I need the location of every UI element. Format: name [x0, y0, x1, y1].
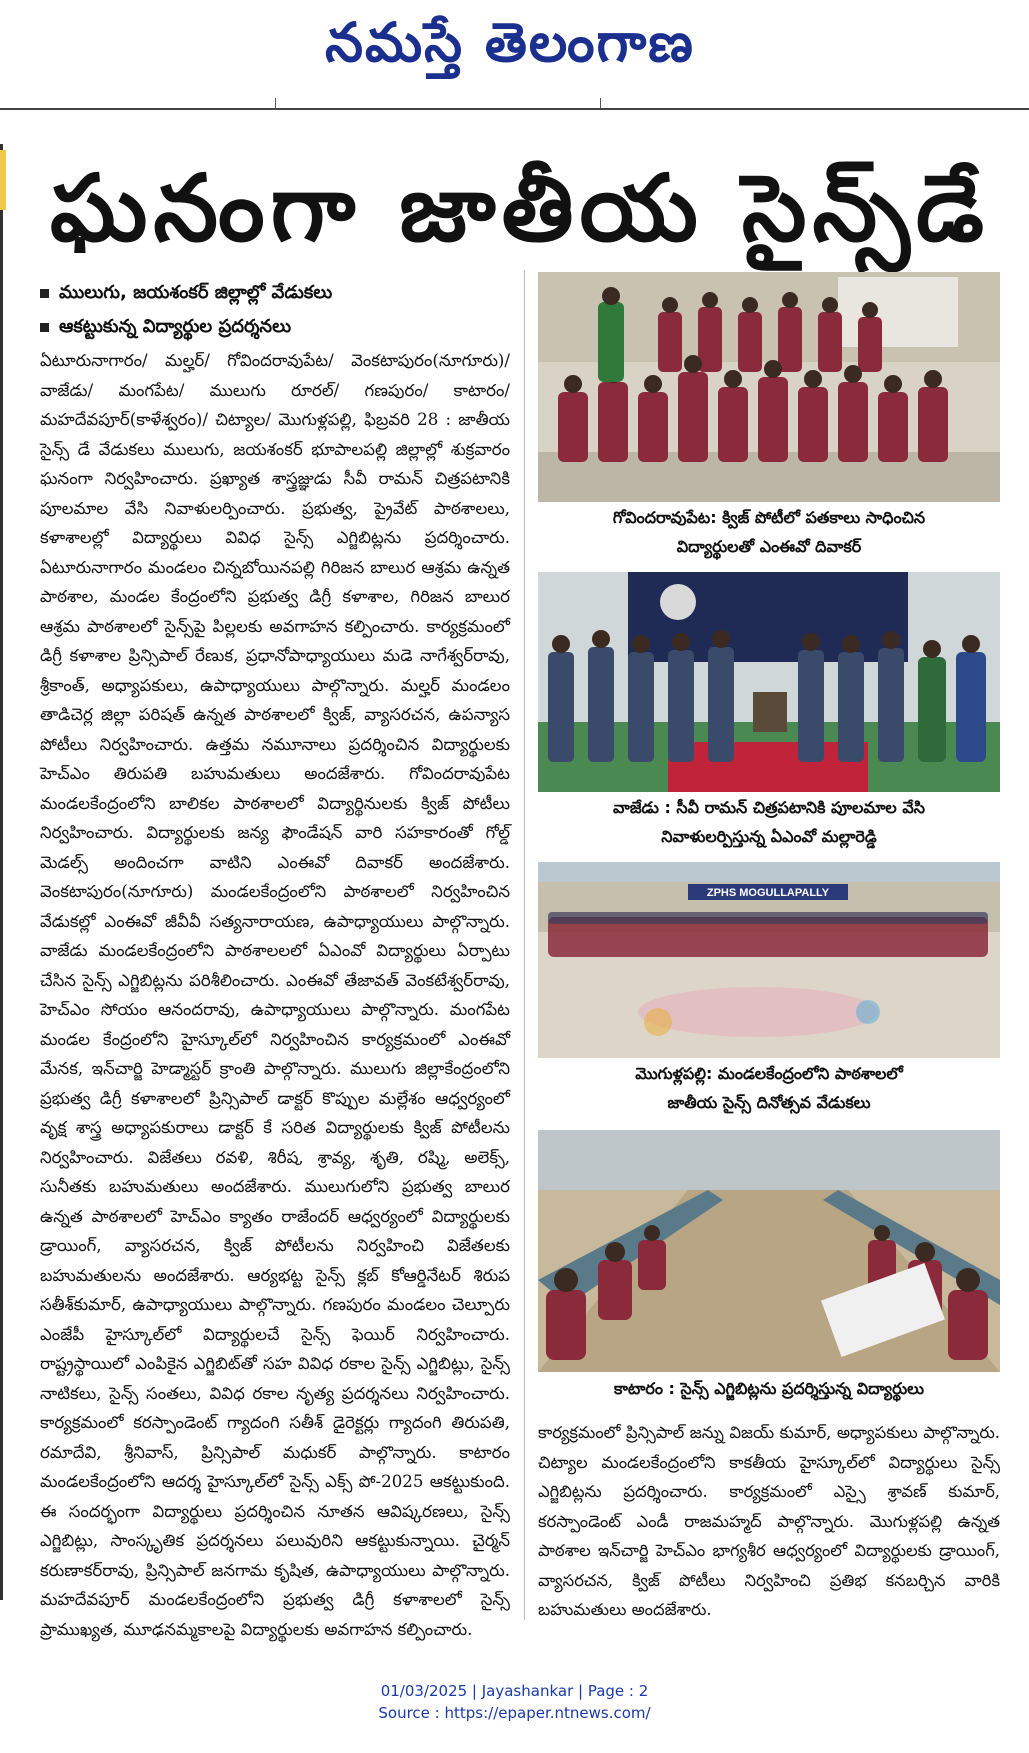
- caption-line: గోవిందరావుపేట: క్విజ్ పోటీలో పతకాలు సాధించిన: [612, 508, 926, 527]
- left-border: [0, 144, 3, 1600]
- footer-date-edition: 01/03/2025 | Jayashankar | Page : 2: [380, 1682, 649, 1700]
- photo-school-ground: [538, 862, 1000, 1058]
- headline: ఘనంగా జాతీయ సైన్స్‌డే: [50, 155, 990, 262]
- bullet-square-icon: [40, 289, 49, 298]
- bullet-item: [40, 310, 520, 344]
- photo-caption: [538, 1059, 1000, 1117]
- photo-students-medals: [538, 272, 1000, 502]
- caption-line: వాజేడు : సీవీ రామన్ చిత్రపటానికి పూలమాల వేసి: [613, 798, 925, 817]
- bullet-square-icon: [40, 323, 49, 332]
- photo-caption: [538, 1374, 1000, 1403]
- column-separator: [524, 270, 525, 1620]
- photo-caption: [538, 793, 1000, 851]
- bullet-list: [40, 276, 520, 344]
- header-rule: [0, 108, 1029, 110]
- photo-cv-raman-tribute: [538, 572, 1000, 792]
- bullet-text: ఆకట్టుకున్న విద్యార్థుల ప్రదర్శనలు: [59, 316, 292, 337]
- header-tick: [275, 98, 276, 108]
- header-tick: [600, 98, 601, 108]
- article-continuation: కార్యక్రమంలో ప్రిన్సిపాల్ జన్ను విజయ్ కుమార్, అధ్యాపకులు పాల్గొన్నారు. చిట్యాల మండలకేంద్రంలోని కాకతీయ హైస్కూల్‌లో విద్యార్థులు సైన్స్ ఎగ్జిబిట్లను ప్రదర్శించారు. కార్యక్రమంలో ఎస్సై శ్రావణ్ కుమార్, కరస్పాండెంట్ ఎండీ రాజమహ్మద్ పాల్గొన్నారు. మొగుళ్లపల్లి ఉన్నత పాఠశాల ఇన్‌చార్జి హెచ్‌ఎం భాగ్యశీర ఆధ్వర్యంలో విద్యార్థులకు డ్రాయింగ్, వ్యాసరచన, క్విజ్ పోటీలు నిర్వహించి ప్రతిభ కనబర్చిన వారికి బహుమతులు అందజేశారు.: [538, 1423, 1000, 1619]
- caption-line: నివాళులర్పిస్తున్న ఏఎంవో మల్లారెడ్డి: [661, 827, 877, 846]
- photo-science-exhibits: [538, 1130, 1000, 1372]
- school-banner-text: ZPHS MOGULLAPALLY: [706, 887, 830, 899]
- left-accent: [0, 150, 6, 210]
- footer: [0, 1680, 1029, 1724]
- caption-line: విద్యార్థులతో ఎంఈవో దివాకర్: [676, 537, 862, 556]
- bullet-text: ములుగు, జయశంకర్ జిల్లాల్లో వేడుకలు: [59, 282, 333, 303]
- photo-caption: [538, 503, 1000, 561]
- article-body: ఏటూరునాగారం/ మల్హర్/ గోవిందరావుపేట/ వెంకటాపురం(నూగూరు)/ వాజేడు/ మంగపేట/ ములుగు రూరల్/ గణపురం/ కాటారం/ మహదేవపూర్(కాళేశ్వరం)/ చిట్యాల/ మొగుళ్లపల్లి, ఫిబ్రవరి 28 : జాతీయ సైన్స్ డే వేడుకలు ములుగు, జయశంకర్ భూపాలపల్లి జిల్లాల్లో శుక్రవారం ఘనంగా నిర్వహించారు. ప్రఖ్యాత శాస్త్రజ్ఞుడు సీవీ రామన్ చిత్రపటానికి పూలమాల వేసి నివాళులర్పించారు. ప్రభుత్వ, ప్రైవేట్ పాఠశాలలు, కళాశాలల్లో విద్యార్థులు వివిధ సైన్స్ ఎగ్జిబిట్లను ప్రదర్శించారు. ఏటూరునాగారం మండలం చిన్నబోయినపల్లి గిరిజన బాలుర ఆశ్రమ ఉన్నత పాఠశాల, మండల కేంద్రంలోని ప్రభుత్వ డిగ్రీ కళాశాల, గిరిజన బాలుర ఆశ్రమ పాఠశాలలో సైన్స్‌పై పిల్లలకు అవగాహన కల్పించారు. కార్యక్రమంలో డిగ్రీ కళాశాల ప్రిన్సిపాల్ రేణుక, ప్రధానోపాధ్యాయులు మడె నాగేశ్వర్‌రావు, శ్రీకాంత్, అధ్యాపకులు, ఉపాధ్యాయులు పాల్గొన్నారు. మల్హర్ మండలం తాడిచెర్ల జిల్లా పరిషత్ ఉన్నత పాఠశాలలో క్విజ్, వ్యాసరచన, ఉపన్యాస పోటీలు నిర్వహించారు. ఉత్తమ నమూనాలు ప్రదర్శించిన విద్యార్థులకు హెచ్‌ఎం తిరుపతి బహుమతులు అందజేశారు. గోవిందరావుపేట మండలకేంద్రంలోని బాలికల పాఠశాలలో విద్యార్థినులకు క్విజ్ పోటీలు నిర్వహించారు. విద్యార్థులకు జన్య ఫౌండేషన్ వారి సహకారంతో గోల్డ్ మెడల్స్ అందించగా వాటిని ఎంఈవో దివాకర్ అందజేశారు. వెంకటాపురం(నూగూరు) మండలకేంద్రంలోని పాఠశాలలో నిర్వహించిన వేడుకల్లో ఎంఈవో జీవీవీ సత్యనారాయణ, ఉపాధ్యాయులు పాల్గొన్నారు. వాజేడు మండలకేంద్రంలోని పాఠశాలలలో ఏఎంవో విద్యార్థులు ఏర్పాటు చేసిన సైన్స్ ఎగ్జిబిట్లను పరిశీలించారు. ఎంఈవో తేజావత్ వెంకటేశ్వర్‌రావు, హెచ్‌ఎం సోయం ఆనందరావు, ఉపాధ్యాయులు పాల్గొన్నారు. మంగపేట మండల కేంద్రంలోని హైస్కూల్‌లో నిర్వహించిన కార్యక్రమంలో ఎంఈవో మేనక, ఇన్‌చార్జి హెడ్మాస్టర్ క్రాంతి పాల్గొన్నారు. ములుగు జిల్లాకేంద్రంలోని ప్రభుత్వ డిగ్రీ కళాశాలలో ప్రిన్సిపాల్ డాక్టర్ కొప్పుల మల్లేశం ఆధ్వర్యంలో వృక్ష శాస్త్ర అధ్యాపకురాలు డాక్టర్ కే సరిత విద్యార్థులకు క్విజ్ పోటీలను నిర్వహించారు. విజేతలు రవళి, శిరీష, శ్రావ్య, శృతి, రష్మి, అలెక్స్, సునీతకు బహుమతులు అందజేశారు. ములుగులోని ప్రభుత్వ బాలుర ఉన్నత పాఠశాలలో హెచ్‌ఎం క్యాతం రాజేందర్ ఆధ్వర్యంలో విద్యార్థులకు డ్రాయింగ్, వ్యాసరచన, క్విజ్ పోటీలను నిర్వహించి విజేతలకు బహుమతులను అందజేశారు. ఆర్యభట్ట సైన్స్ క్లబ్ కోఆర్డినేటర్ శిరుప సతీశ్‌కుమార్, ఉపాధ్యాయులు పాల్గొన్నారు. గణపురం మండలం చెల్పూరు ఎంజేపీ హైస్కూల్‌లో విద్యార్థులచే సైన్స్ ఫెయిర్ నిర్వహించారు. రాష్ట్రస్థాయిలో ఎంపికైన ఎగ్జిబిట్‌తో సహ వివిధ రకాల సైన్స్ ఎగ్జిబిట్లు, సైన్స్ నాటికలు, సైన్స్ సంతలు, వివిధ రకాల నృత్య ప్రదర్శనలు నిర్వహించారు. కార్యక్రమంలో కరస్పాండెంట్ గ్యాదంగి సతీశ్ డైరెక్టర్లు గ్యాదంగి తిరుపతి, రమాదేవి, శ్రీనివాస్, ప్రిన్సిపాల్ మధుకర్ పాల్గొన్నారు. కాటారం మండలకేంద్రంలోని ఆదర్శ హైస్కూల్‌లో సైన్స్ ఎక్స్ పో-2025 ఆకట్టుకుంది. ఈ సందర్భంగా విద్యార్థులు ప్రదర్శించిన నూతన ఆవిష్కరణలు, సైన్స్ ఎగ్జిబిట్లు, సాంస్కృతిక ప్రదర్శనలు పలువురిని ఆకట్టుకున్నాయి. చైర్మన్ కరుణాకర్‌రావు, ప్రిన్సిపాల్ జనగామ కృషిత, ఉపాధ్యాయులు పాల్గొన్నారు. మహదేవపూర్ మండలకేంద్రంలోని ప్రభుత్వ డిగ్రీ కళాశాలలో సైన్స్ ప్రాముఖ్యత, మూఢనమ్మకాలపై విద్యార్థులకు అవగాహన కల్పించారు.: [40, 351, 510, 1639]
- masthead: నమస్తే తెలంగాణ: [325, 11, 695, 74]
- caption-line: జాతీయ సైన్స్ దినోత్సవ వేడుకలు: [667, 1093, 871, 1112]
- footer-source-link[interactable]: Source : https://epaper.ntnews.com/: [378, 1704, 651, 1722]
- caption-line: మొగుళ్లపల్లి: మండలకేంద్రంలోని పాఠశాలలో: [635, 1064, 903, 1083]
- bullet-item: [40, 276, 520, 310]
- caption-line: కాటారం : సైన్స్ ఎగ్జిబిట్లను ప్రదర్శిస్తున్న విద్యార్థులు: [614, 1379, 924, 1398]
